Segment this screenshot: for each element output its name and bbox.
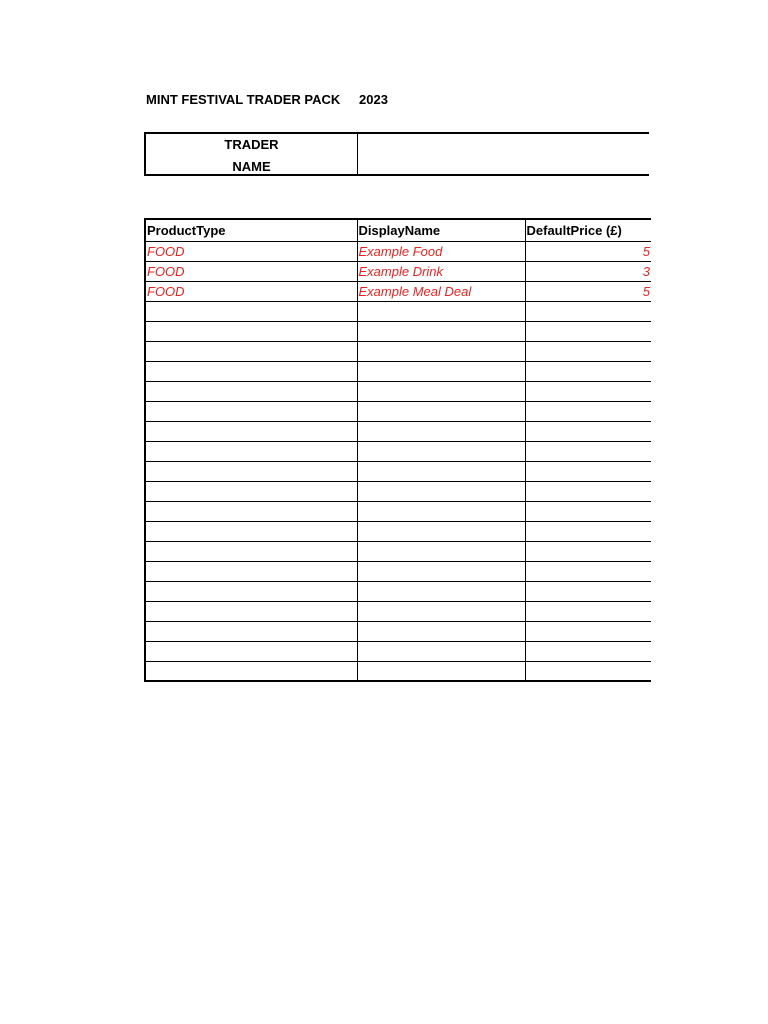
column-header-product-type: ProductType (145, 219, 357, 241)
table-row (145, 661, 651, 681)
cell-product-type[interactable] (145, 541, 357, 561)
cell-display-name[interactable] (357, 521, 525, 541)
cell-default-price[interactable] (525, 421, 651, 441)
cell-product-type[interactable] (145, 661, 357, 681)
cell-default-price[interactable] (525, 541, 651, 561)
cell-display-name[interactable] (357, 421, 525, 441)
cell-default-price[interactable] (525, 321, 651, 341)
cell-display-name[interactable] (357, 381, 525, 401)
column-header-default-price: DefaultPrice (£) (525, 219, 651, 241)
cell-product-type[interactable] (145, 361, 357, 381)
cell-product-type[interactable] (145, 641, 357, 661)
product-table (144, 218, 651, 682)
trader-label-line1: TRADER (224, 137, 279, 152)
cell-default-price[interactable] (525, 301, 651, 321)
title-text: MINT FESTIVAL TRADER PACK (146, 92, 341, 107)
cell-display-name[interactable] (357, 321, 525, 341)
cell-default-price[interactable] (525, 661, 651, 681)
table-row (145, 501, 651, 521)
cell-default-price[interactable] (525, 501, 651, 521)
cell-display-name[interactable]: Example Drink (357, 261, 525, 281)
cell-product-type[interactable] (145, 601, 357, 621)
table-row (145, 241, 651, 261)
product-rows (145, 241, 651, 681)
cell-product-type[interactable]: FOOD (145, 241, 357, 261)
cell-default-price[interactable] (525, 341, 651, 361)
cell-display-name[interactable] (357, 621, 525, 641)
table-row (145, 521, 651, 541)
cell-display-name[interactable] (357, 301, 525, 321)
cell-display-name[interactable] (357, 661, 525, 681)
table-row (145, 481, 651, 501)
cell-display-name[interactable] (357, 641, 525, 661)
cell-product-type[interactable] (145, 481, 357, 501)
cell-display-name[interactable] (357, 541, 525, 561)
page-title (146, 92, 388, 107)
table-row (145, 621, 651, 641)
table-row (145, 381, 651, 401)
cell-product-type[interactable] (145, 581, 357, 601)
cell-product-type[interactable] (145, 621, 357, 641)
title-year: 2023 (359, 92, 388, 107)
cell-product-type[interactable] (145, 501, 357, 521)
cell-product-type[interactable] (145, 401, 357, 421)
cell-default-price[interactable] (525, 621, 651, 641)
cell-display-name[interactable] (357, 481, 525, 501)
cell-product-type[interactable] (145, 341, 357, 361)
cell-display-name[interactable] (357, 501, 525, 521)
cell-default-price[interactable]: 3 (525, 261, 651, 281)
cell-product-type[interactable]: FOOD (145, 261, 357, 281)
cell-product-type[interactable]: FOOD (145, 281, 357, 301)
cell-default-price[interactable] (525, 401, 651, 421)
cell-product-type[interactable] (145, 301, 357, 321)
table-row (145, 461, 651, 481)
cell-product-type[interactable] (145, 421, 357, 441)
cell-display-name[interactable] (357, 581, 525, 601)
cell-display-name[interactable] (357, 441, 525, 461)
table-row (145, 301, 651, 321)
cell-default-price[interactable] (525, 481, 651, 501)
cell-display-name[interactable]: Example Food (357, 241, 525, 261)
cell-product-type[interactable] (145, 381, 357, 401)
trader-name-box (144, 132, 649, 176)
trader-name-label (146, 134, 358, 174)
cell-default-price[interactable]: 5 (525, 241, 651, 261)
table-row (145, 541, 651, 561)
cell-display-name[interactable] (357, 401, 525, 421)
cell-default-price[interactable] (525, 381, 651, 401)
table-row (145, 281, 651, 301)
cell-default-price[interactable] (525, 361, 651, 381)
cell-default-price[interactable] (525, 601, 651, 621)
cell-product-type[interactable] (145, 561, 357, 581)
table-row (145, 361, 651, 381)
cell-default-price[interactable] (525, 521, 651, 541)
cell-display-name[interactable] (357, 461, 525, 481)
cell-default-price[interactable] (525, 461, 651, 481)
table-row (145, 441, 651, 461)
cell-display-name[interactable] (357, 341, 525, 361)
table-row (145, 641, 651, 661)
cell-default-price[interactable] (525, 441, 651, 461)
cell-default-price[interactable]: 5 (525, 281, 651, 301)
table-row (145, 581, 651, 601)
cell-default-price[interactable] (525, 581, 651, 601)
table-row (145, 261, 651, 281)
cell-product-type[interactable] (145, 441, 357, 461)
column-header-display-name: DisplayName (357, 219, 525, 241)
table-row (145, 601, 651, 621)
table-header-row (145, 219, 651, 241)
cell-default-price[interactable] (525, 561, 651, 581)
cell-display-name[interactable] (357, 561, 525, 581)
table-row (145, 421, 651, 441)
cell-product-type[interactable] (145, 321, 357, 341)
table-row (145, 341, 651, 361)
table-row (145, 321, 651, 341)
table-row (145, 401, 651, 421)
cell-display-name[interactable] (357, 361, 525, 381)
trader-label-line2: NAME (232, 159, 271, 174)
cell-display-name[interactable] (357, 601, 525, 621)
trader-name-field[interactable] (358, 134, 649, 174)
cell-display-name[interactable]: Example Meal Deal (357, 281, 525, 301)
cell-product-type[interactable] (145, 521, 357, 541)
table-row (145, 561, 651, 581)
cell-default-price[interactable] (525, 641, 651, 661)
cell-product-type[interactable] (145, 461, 357, 481)
